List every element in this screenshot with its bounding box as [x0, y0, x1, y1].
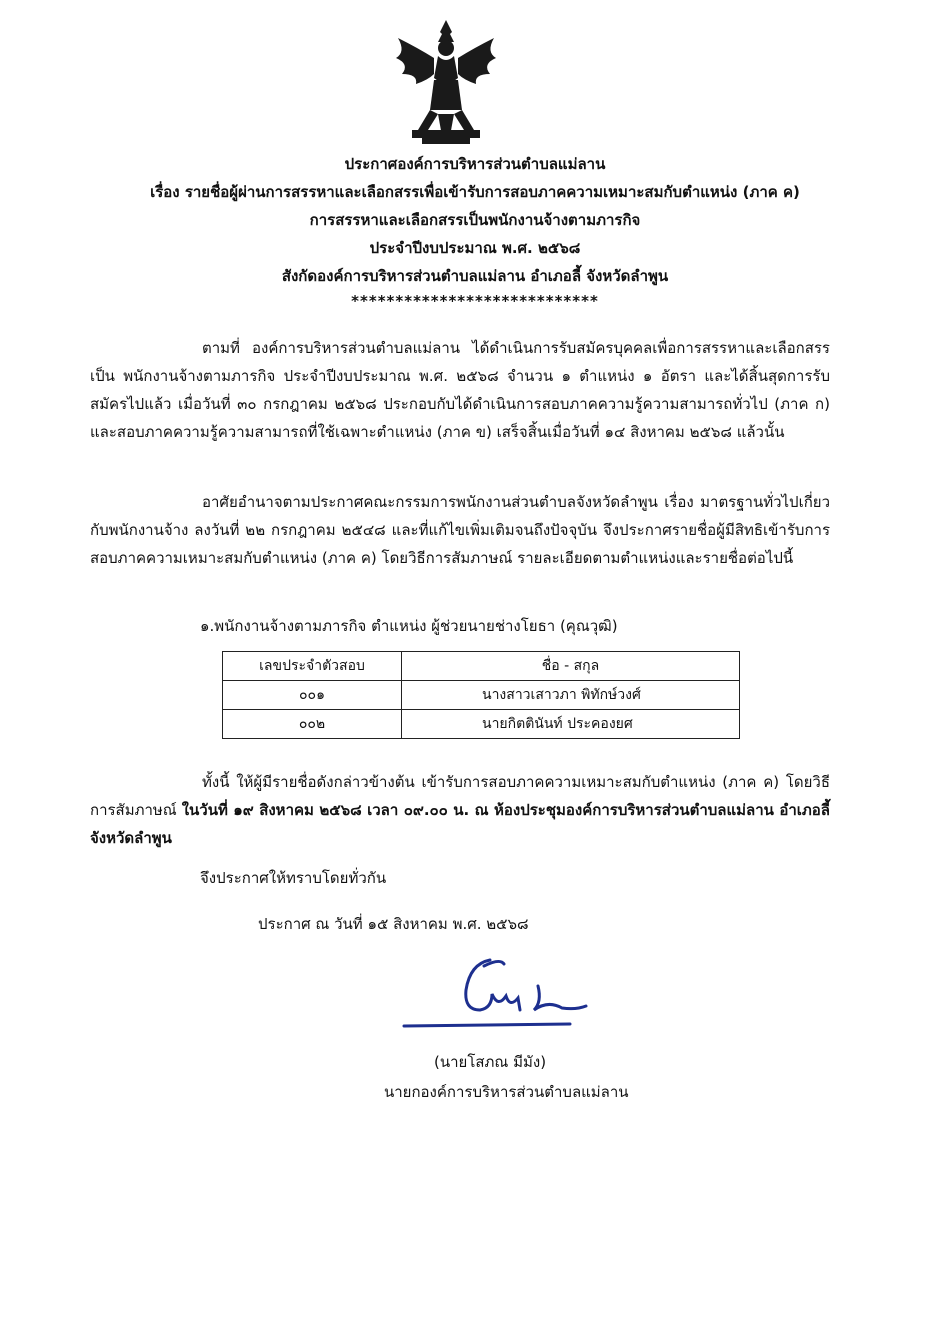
schedule-text: ทั้งนี้ ให้ผู้มีรายชื่อดังกล่าวข้างต้น เข้ารับการสอบภาคความเหมาะสมกับตำแหน่ง (ภาค ค) โดยวิธีการสัมภาษณ์ — [90, 773, 830, 819]
paragraph-background — [90, 334, 830, 446]
announcement-subtitle: การสรรหาและเลือกสรรเป็นพนักงานจ้างตามภารกิจ — [309, 211, 641, 229]
exam-id-cell: ๐๐๒ — [223, 710, 402, 739]
announcement-closing: จึงประกาศให้ทราบโดยทั่วกัน — [200, 869, 387, 887]
table-header-row — [223, 652, 740, 681]
signer-title: นายกองค์การบริหารส่วนตำบลแม่ลาน — [384, 1083, 629, 1101]
table-row — [223, 681, 740, 710]
announcement-date: ประกาศ ณ วันที่ ๑๕ สิงหาคม พ.ศ. ๒๕๖๘ — [258, 915, 529, 933]
table-row — [223, 710, 740, 739]
announcement-heading: ประกาศองค์การบริหารส่วนตำบลแม่ลาน — [344, 155, 606, 173]
full-name-cell: นางสาวเสาวภา พิทักษ์วงศ์ — [402, 681, 740, 710]
paragraph-background-text: ตามที่ องค์การบริหารส่วนตำบลแม่ลาน ได้ดำเนินการรับสมัครบุคคลเพื่อการสรรหาและเลือกสรรเป็น พนักงานจ้างตามภารกิจ ประจำปีงบประมาณ พ.ศ. ๒๕๖๘ จำนวน ๑ ตำแหน่ง ๑ อัตรา และได้สิ้นสุดการรับสมัครไปแล้ว เมื่อวันที่ ๓๐ กรกฎาคม ๒๕๖๘ ประกอบกับได้ดำเนินการสอบภาคความรู้ความสามารถทั่วไป (ภาค ก) และสอบภาคความรู้ความสามารถที่ใช้เฉพาะตำแหน่ง (ภาค ข) เสร็จสิ้นเมื่อวันที่ ๑๔ สิงหาคม ๒๕๖๘ แล้วนั้น — [90, 339, 830, 441]
fiscal-year: ประจำปีงบประมาณ พ.ศ. ๒๕๖๘ — [369, 239, 581, 257]
signature-icon — [400, 950, 610, 1060]
paragraph-schedule — [90, 768, 830, 852]
garuda-emblem-icon — [388, 18, 504, 154]
full-name-cell: นายกิตตินันท์ ประคองยศ — [402, 710, 740, 739]
header-full-name: ชื่อ - สกุล — [402, 652, 740, 681]
exam-id-cell: ๐๐๑ — [223, 681, 402, 710]
affiliation: สังกัดองค์การบริหารส่วนตำบลแม่ลาน อำเภอลี้ จังหวัดลำพูน — [281, 267, 669, 285]
header-exam-id: เลขประจำตัวสอบ — [223, 652, 402, 681]
position-title: ๑.พนักงานจ้างตามภารกิจ ตำแหน่ง ผู้ช่วยนายช่างโยธา (คุณวุฒิ) — [200, 617, 618, 635]
separator-stars: **************************** — [351, 292, 599, 310]
signer-name: (นายโสภณ มีมัง) — [434, 1053, 547, 1071]
schedule-bold-text: ในวันที่ ๑๙ สิงหาคม ๒๕๖๘ เวลา ๐๙.๐๐ น. ณ ห้องประชุมองค์การบริหารส่วนตำบลแม่ลาน อำเภอลี้ จังหวัดลำพูน — [90, 801, 830, 847]
candidate-table — [222, 651, 740, 739]
announcement-subject: เรื่อง รายชื่อผู้ผ่านการสรรหาและเลือกสรรเพื่อเข้ารับการสอบภาคความเหมาะสมกับตำแหน่ง (ภาค ค) — [150, 183, 800, 201]
paragraph-authority — [90, 488, 830, 572]
paragraph-authority-text: อาศัยอำนาจตามประกาศคณะกรรมการพนักงานส่วนตำบลจังหวัดลำพูน เรื่อง มาตรฐานทั่วไปเกี่ยวกับพนักงานจ้าง ลงวันที่ ๒๒ กรกฎาคม ๒๕๔๘ และที่แก้ไขเพิ่มเติมจนถึงปัจจุบัน จึงประกาศรายชื่อผู้มีสิทธิเข้ารับการสอบภาคความเหมาะสมกับตำแหน่ง (ภาค ค) โดยวิธีการสัมภาษณ์ รายละเอียดตามตำแหน่งและรายชื่อต่อไปนี้ — [90, 493, 830, 567]
